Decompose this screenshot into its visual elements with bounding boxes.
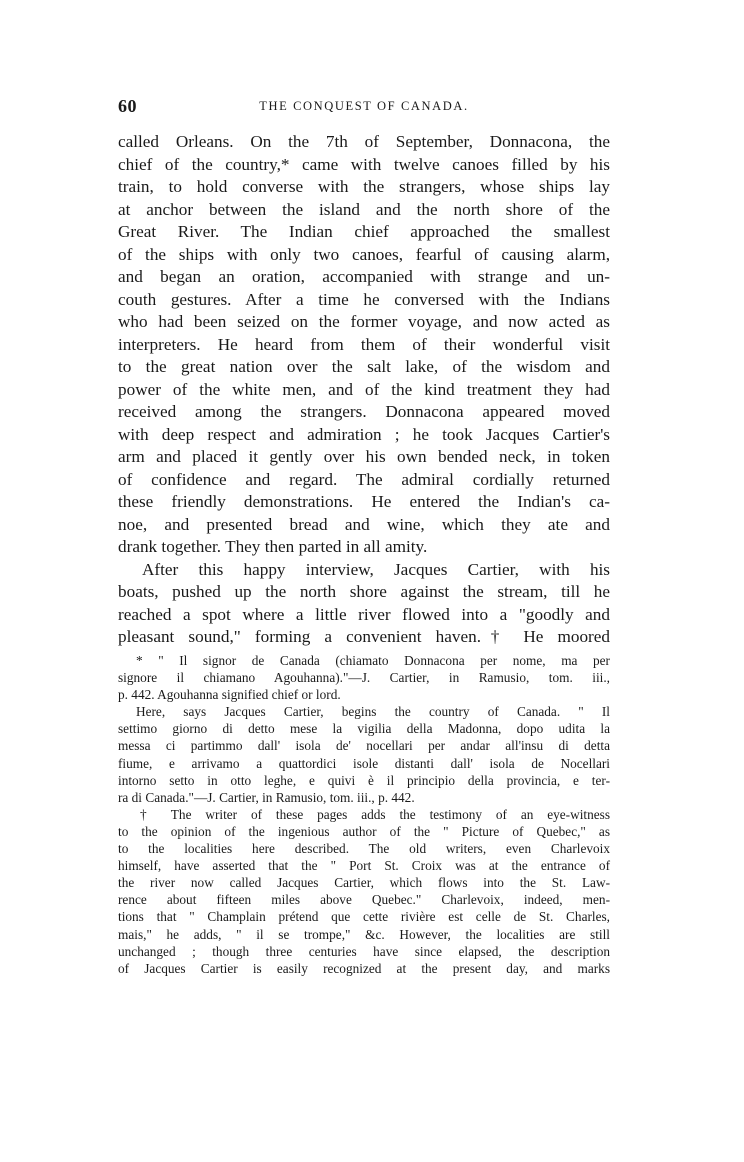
footnote-line: † The writer of these pages adds the testimony of an eye-witness (140, 806, 610, 822)
footnote-line: p. 442. Agouhanna signified chief or lord. (118, 687, 341, 703)
footnote-line: signore il chiamano Agouhanna)."—J. Cartier, in Ramusio, tom. iii., (118, 670, 610, 686)
footnote-line: to the localities here described. The old writers, even Charlevoix (118, 841, 610, 857)
body-line: interpreters. He heard from them of their wonderful visit (118, 334, 610, 354)
footnote-line: Here, says Jacques Cartier, begins the country of Canada. " Il (136, 704, 610, 720)
body-line: received among the strangers. Donnacona appeared moved (118, 402, 610, 421)
footnote-line: to the opinion of the ingenious author of the " Picture of Quebec," as (118, 823, 610, 839)
body-line: and began an oration, accompanied with strange and un- (118, 267, 610, 286)
body-line: chief of the country,* came with twelve canoes filled by his (118, 154, 610, 174)
footnote-line: of Jacques Cartier is easily recognized at the present day, and marks (118, 960, 610, 976)
body-line: noe, and presented bread and wine, which they ate and (118, 514, 610, 534)
body-text (118, 131, 610, 649)
footnote-line: the river now called Jacques Cartier, which flows into the St. Law- (118, 875, 610, 891)
body-line: couth gestures. After a time he conversed with the Indians (118, 289, 610, 309)
body-line: who had been seized on the former voyage, and now acted as (118, 312, 610, 331)
body-line: arm and placed it gently over his own bended neck, in token (118, 447, 610, 466)
body-line: at anchor between the island and the north shore of the (118, 199, 610, 219)
body-line: called Orleans. On the 7th of September, Donnacona, the (118, 132, 610, 151)
footnote-line: rence about fifteen miles above Quebec." Charlevoix, indeed, men- (118, 892, 610, 908)
footnote-line: unchanged ; though three centuries have since elapsed, the description (118, 943, 610, 959)
footnote-line: settimo giorno di detto mese la vigilia della Madonna, dopo udita la (118, 721, 610, 737)
body-line: of confidence and regard. The admiral cordially returned (118, 469, 610, 489)
body-line: reached a spot where a little river flowed into a "goodly and (118, 604, 610, 624)
footnote-line: fiume, e arrivamo a quattordici isole distanti dall' isola de Nocellari (118, 755, 610, 771)
footnote-line: ra di Canada."—J. Cartier, in Ramusio, tom. iii., p. 442. (118, 789, 415, 805)
body-line: to the great nation over the salt lake, of the wisdom and (118, 357, 610, 376)
footnote-line: intorno setto in otto leghe, e quivi è il principio della provincia, e ter- (118, 772, 610, 788)
body-line: After this happy interview, Jacques Cartier, with his (142, 559, 610, 579)
footnote-line: tions that " Champlain prétend que cette rivière est celle de St. Charles, (118, 909, 610, 925)
page-header (118, 96, 610, 118)
body-line: of the ships with only two canoes, fearful of causing alarm, (118, 244, 610, 264)
body-line: these friendly demonstrations. He entered the Indian's ca- (118, 492, 610, 511)
footnote-line: mais," he adds, " il se trompe," &c. However, the localities are still (118, 926, 610, 942)
body-line: power of the white men, and of the kind treatment they had (118, 379, 610, 399)
page-number: 60 (118, 96, 137, 116)
body-line: boats, pushed up the north shore against the stream, till he (118, 582, 610, 601)
body-line: with deep respect and admiration ; he took Jacques Cartier's (118, 424, 610, 444)
body-line: Great River. The Indian chief approached the smallest (118, 222, 610, 241)
footnote-line: * " Il signor de Canada (chiamato Donnacona per nome, ma per (136, 653, 610, 668)
body-line: train, to hold converse with the strangers, whose ships lay (118, 177, 610, 196)
footnotes (118, 652, 610, 977)
footnote-line: messa ci partimmo dall' isola de' nocellari per andar all'insu di detta (118, 738, 610, 754)
running-title: THE CONQUEST OF CANADA. (259, 99, 469, 113)
body-line: pleasant sound," forming a convenient haven.† He moored (118, 627, 610, 646)
body-line: drank together. They then parted in all amity. (118, 537, 428, 556)
footnote-line: himself, have asserted that the " Port St. Croix was at the entrance of (118, 858, 610, 874)
